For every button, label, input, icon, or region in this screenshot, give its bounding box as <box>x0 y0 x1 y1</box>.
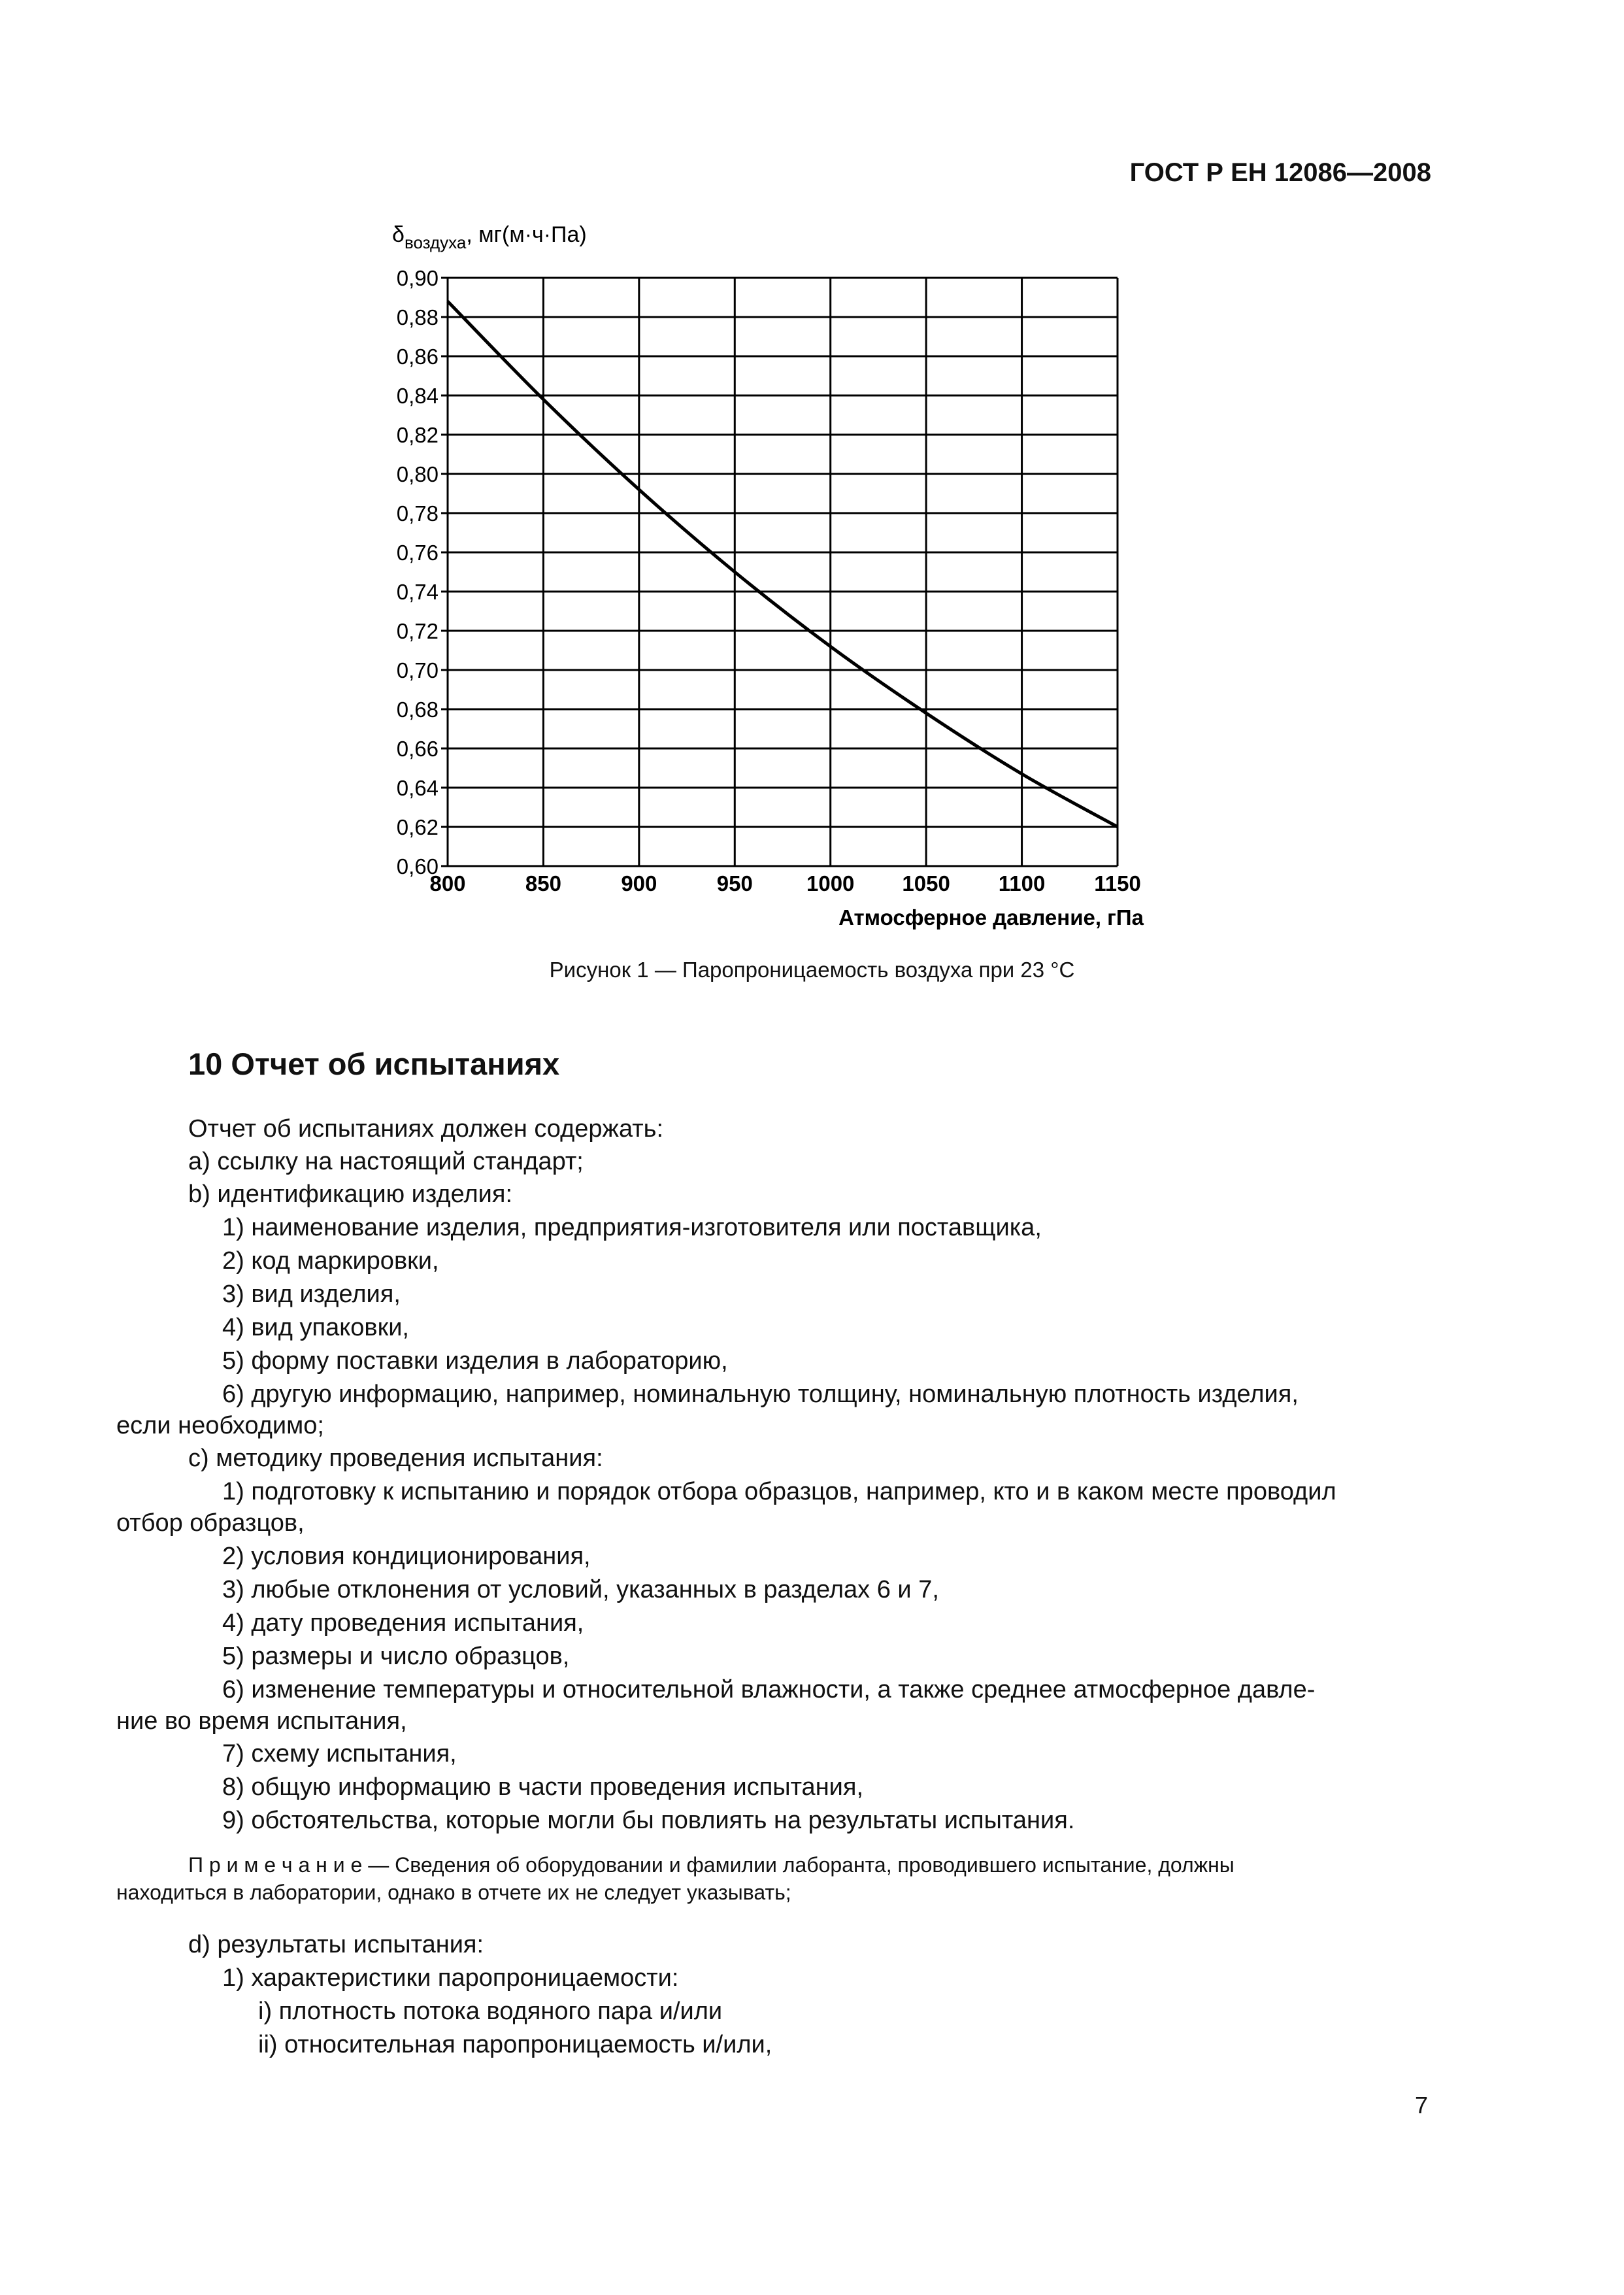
list-item-c-5: 5) размеры и число образцов, <box>222 1643 570 1670</box>
list-item-d: d) результаты испытания: <box>188 1931 484 1958</box>
y-tick-label: 0,74 <box>396 580 439 604</box>
y-axis-label-units: , мг(м·ч·Па) <box>466 222 587 247</box>
x-tick-label: 950 <box>716 871 753 896</box>
y-tick-labels <box>397 266 439 879</box>
x-tick-label: 1150 <box>1094 871 1141 896</box>
list-item-c-4: 4) дату проведения испытания, <box>222 1609 584 1637</box>
y-tick-label: 0,88 <box>396 305 439 329</box>
list-item-b: b) идентификацию изделия: <box>188 1181 513 1208</box>
list-item-d-1-i: i) плотность потока водяного пара и/или <box>258 1998 723 2025</box>
vapor-permeability-chart <box>379 222 1183 941</box>
list-item-b-5: 5) форму поставки изделия в лабораторию, <box>222 1347 728 1375</box>
x-axis-label: Атмосферное давление, гПа <box>838 905 1144 930</box>
document-code: ГОСТ Р ЕН 12086—2008 <box>1129 158 1431 187</box>
x-tick-label: 850 <box>525 871 561 896</box>
chart-grid <box>441 278 1118 866</box>
y-tick-label: 0,84 <box>396 384 439 408</box>
y-tick-label: 0,80 <box>396 462 439 486</box>
y-tick-label: 0,62 <box>396 815 439 839</box>
list-item-b-6: 6) другую информацию, например, номинальную толщину, номинальную плотность изделия, <box>222 1381 1299 1408</box>
x-tick-labels <box>429 871 1140 896</box>
list-item-c-8: 8) общую информацию в части проведения испытания, <box>222 1773 864 1801</box>
section-title: 10 Отчет об испытаниях <box>188 1047 560 1081</box>
list-item-b-2: 2) код маркировки, <box>222 1247 439 1275</box>
y-tick-label: 0,76 <box>396 541 439 565</box>
x-tick-label: 900 <box>621 871 657 896</box>
y-tick-label: 0,70 <box>396 658 439 682</box>
note-line-2: находиться в лаборатории, однако в отчете их не следует указывать; <box>116 1881 791 1904</box>
x-tick-label: 1100 <box>998 871 1046 896</box>
page-number: 7 <box>1414 2092 1428 2119</box>
x-tick-label: 1000 <box>806 871 855 896</box>
list-item-c-1: 1) подготовку к испытанию и порядок отбора образцов, например, кто и в каком месте проводил <box>222 1478 1336 1505</box>
y-tick-label: 0,66 <box>396 737 439 761</box>
list-item-c-1-cont: отбор образцов, <box>116 1509 305 1537</box>
figure-caption: Рисунок 1 — Паропроницаемость воздуха при 23 °C <box>549 958 1075 982</box>
list-item-d-1: 1) характеристики паропроницаемости: <box>222 1964 679 1992</box>
list-item-c-9: 9) обстоятельства, которые могли бы повлиять на результаты испытания. <box>222 1807 1075 1834</box>
y-tick-label: 0,82 <box>396 423 439 447</box>
y-tick-label: 0,90 <box>396 266 439 290</box>
list-intro: Отчет об испытаниях должен содержать: <box>188 1115 664 1143</box>
note-line-1: П р и м е ч а н и е — Сведения об оборудовании и фамилии лаборанта, проводившего испытание, должны <box>188 1853 1235 1877</box>
y-axis-label-subscript: воздуха <box>404 233 467 252</box>
list-item-c: с) методику проведения испытания: <box>188 1445 603 1472</box>
y-axis-label-symbol: δ <box>392 222 405 247</box>
list-item-b-4: 4) вид упаковки, <box>222 1314 409 1341</box>
list-item-c-3: 3) любые отклонения от условий, указанных в разделах 6 и 7, <box>222 1576 939 1603</box>
list-item-c-6: 6) изменение температуры и относительной влажности, а также среднее атмосферное давле- <box>222 1676 1316 1703</box>
y-tick-label: 0,68 <box>396 697 439 722</box>
list-item-c-7: 7) схему испытания, <box>222 1740 457 1767</box>
list-item-c-6-cont: ние во время испытания, <box>116 1707 407 1735</box>
y-tick-label: 0,86 <box>396 344 439 369</box>
list-item-a: а) ссылку на настоящий стандарт; <box>188 1148 584 1175</box>
list-item-c-2: 2) условия кондиционирования, <box>222 1543 591 1570</box>
list-item-d-1-ii: ii) относительная паропроницаемость и/или, <box>258 2031 772 2058</box>
x-tick-label: 1050 <box>902 871 950 896</box>
y-tick-label: 0,78 <box>396 501 439 526</box>
y-tick-label: 0,72 <box>396 619 439 643</box>
list-item-b-6-cont: если необходимо; <box>116 1412 324 1439</box>
x-tick-label: 800 <box>429 871 466 896</box>
y-axis-label <box>392 222 587 252</box>
list-item-b-1: 1) наименование изделия, предприятия-изготовителя или поставщика, <box>222 1214 1042 1241</box>
y-tick-label: 0,60 <box>396 854 439 879</box>
list-item-b-3: 3) вид изделия, <box>222 1281 401 1308</box>
y-tick-label: 0,64 <box>396 776 439 800</box>
